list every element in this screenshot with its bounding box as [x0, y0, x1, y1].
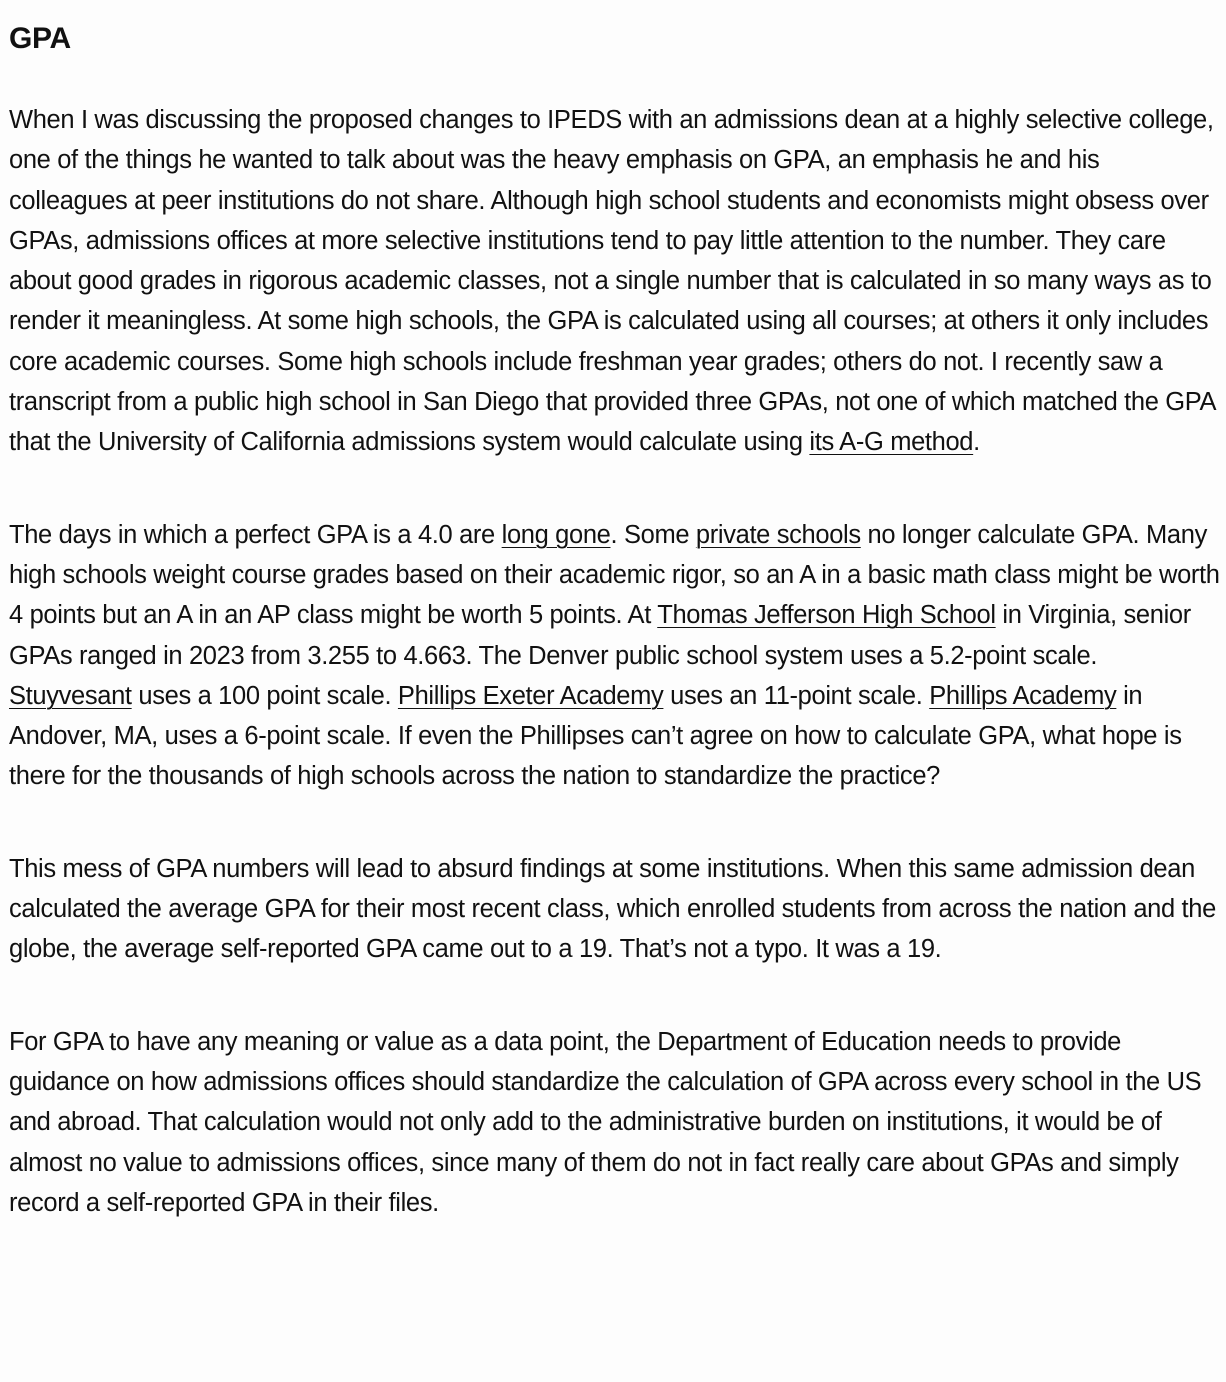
paragraph-text: uses an 11-point scale.: [663, 681, 930, 710]
link-long-gone[interactable]: long gone: [501, 520, 611, 549]
paragraph-text: For GPA to have any meaning or value as a data point, the Department of Education needs to provide guidance on how admissions offices should standardize the calculation of GPA across every school in the US and abroad. That calculation would not only add to the administrative burden on institutions, it would be of almost no value to admissions offices, since many of them do not in fact really care about GPAs and simply record a self-reported GPA in their files.: [9, 1027, 1202, 1217]
paragraph-text: When I was discussing the proposed changes to IPEDS with an admissions dean at a highly selective college, one of the things he wanted to talk about was the heavy emphasis on GPA, an emphasis he and his colleagues at peer institutions do not share. Although high school students and economists might obsess over GPAs, admissions offices at more selective institutions tend to pay little attention to the number. They care about good grades in rigorous academic classes, not a single number that is calculated in so many ways as to render it meaningless. At some high schools, the GPA is calculated using all courses; at others it only includes core academic courses. Some high schools include freshman year grades; others do not. I recently saw a transcript from a public high school in San Diego that provided three GPAs, not one of which matched the GPA that the University of California admissions system would calculate using: [9, 106, 1215, 457]
paragraph-1: [9, 100, 1220, 463]
link-private-schools[interactable]: private schools: [695, 520, 861, 549]
paragraph-text: This mess of GPA numbers will lead to absurd findings at some institutions. When this same admission dean calculated the average GPA for their most recent class, which enrolled students from across the nation and the globe, the average self-reported GPA came out to a 19. That’s not a typo. It was a 19.: [9, 854, 1216, 964]
link-thomas-jefferson[interactable]: Thomas Jefferson High School: [657, 601, 996, 630]
link-phillips-exeter[interactable]: Phillips Exeter Academy: [397, 681, 664, 710]
link-a-g-method[interactable]: its A-G method: [809, 428, 974, 457]
paragraph-text: in Virginia, senior GPAs ranged in 2023 from 3.255 to 4.663. The Denver public school system uses a 5.2-point scale.: [9, 601, 1191, 670]
paragraph-text: uses a 100 point scale.: [131, 681, 398, 710]
link-phillips-academy[interactable]: Phillips Academy: [929, 681, 1117, 710]
paragraph-text: .: [973, 428, 980, 457]
paragraph-text: no longer calculate GPA. Many high schools weight course grades based on their academic rigor, so an A in a basic math class might be worth 4 points but an A in an AP class might be worth 5 points. At: [9, 520, 1220, 630]
paragraph-text: . Some: [610, 520, 696, 549]
paragraph-2: [9, 515, 1220, 797]
link-stuyvesant[interactable]: Stuyvesant: [9, 681, 132, 710]
section-heading: GPA: [9, 22, 71, 55]
paragraph-4: [9, 1022, 1220, 1223]
paragraph-text: The days in which a perfect GPA is a 4.0 are: [9, 520, 502, 549]
paragraph-text: in Andover, MA, uses a 6-point scale. If even the Phillipses can’t agree on how to calculate GPA, what hope is there for the thousands of high schools across the nation to standardize the practice?: [9, 681, 1182, 791]
paragraph-3: [9, 849, 1220, 970]
